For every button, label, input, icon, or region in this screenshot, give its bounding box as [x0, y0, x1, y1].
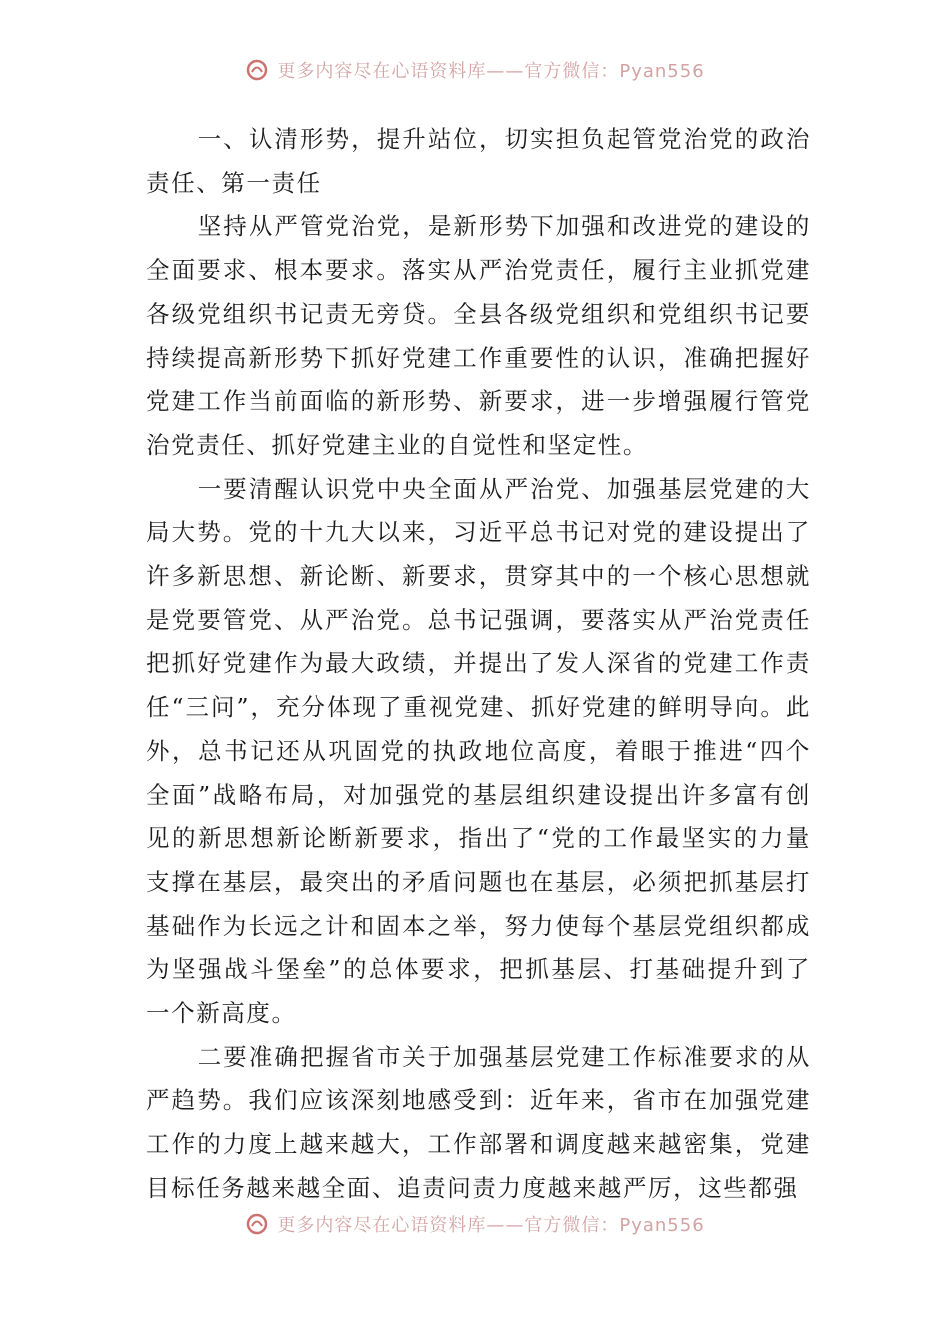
paragraph-2: 一要清醒认识党中央全面从严治党、加强基层党建的大局大势。党的十九大以来，习近平总书记对党的建设提出了许多新思想、新论断、新要求，贯穿其中的一个核心思想就是党要管党、从严治党。总书记强调，要落实从严治党责任把抓好党建作为最大政绩，并提出了发人深省的党建工作责任“三问”，充分体现了重视党建、抓好党建的鲜明导向。此外，总书记还从巩固党的执政地位高度，着眼于推进“四个全面”战略布局，对加强党的基层组织建设提出许多富有创见的新思想新论断新要求，指出了“党的工作最坚实的力量支撑在基层，最突出的矛盾问题也在基层，必须把抓基层打基础作为长远之计和固本之举，努力使每个基层党组织都成为坚强战斗堡垒”的总体要求，把抓基层、打基础提升到了一个新高度。 [146, 474, 811, 1028]
paragraph-1: 坚持从严管党治党，是新形势下加强和改进党的建设的全面要求、根本要求。落实从严治党责任，履行主业抓党建各级党组织书记责无旁贷。全县各级党组织和党组织书记要持续提高新形势下抓好党建工作重要性的认识，准确把握好党建工作当前面临的新形势、新要求，进一步增强履行管党治党责任、抓好党建主业的自觉性和坚定性。 [146, 212, 811, 459]
document-body [146, 118, 811, 1211]
watermark-top [0, 52, 950, 88]
paragraph-3: 二要准确把握省市关于加强基层党建工作标准要求的从严趋势。我们应该深刻地感受到：近年来，省市在加强党建工作的力度上越来越大，工作部署和调度越来越密集，党建目标任务越来越全面、追责问责力度越来越严厉，这些都强 [146, 1042, 811, 1202]
watermark-text: 更多内容尽在心语资料库——官方微信：Pyan556 [277, 61, 705, 82]
section-heading: 一、认清形势，提升站位，切实担负起管党治党的政治责任、第一责任 [146, 125, 811, 197]
logo-icon [245, 58, 269, 82]
watermark-bottom [0, 1206, 950, 1242]
logo-icon [245, 1212, 269, 1236]
watermark-text: 更多内容尽在心语资料库——官方微信：Pyan556 [277, 1215, 705, 1236]
